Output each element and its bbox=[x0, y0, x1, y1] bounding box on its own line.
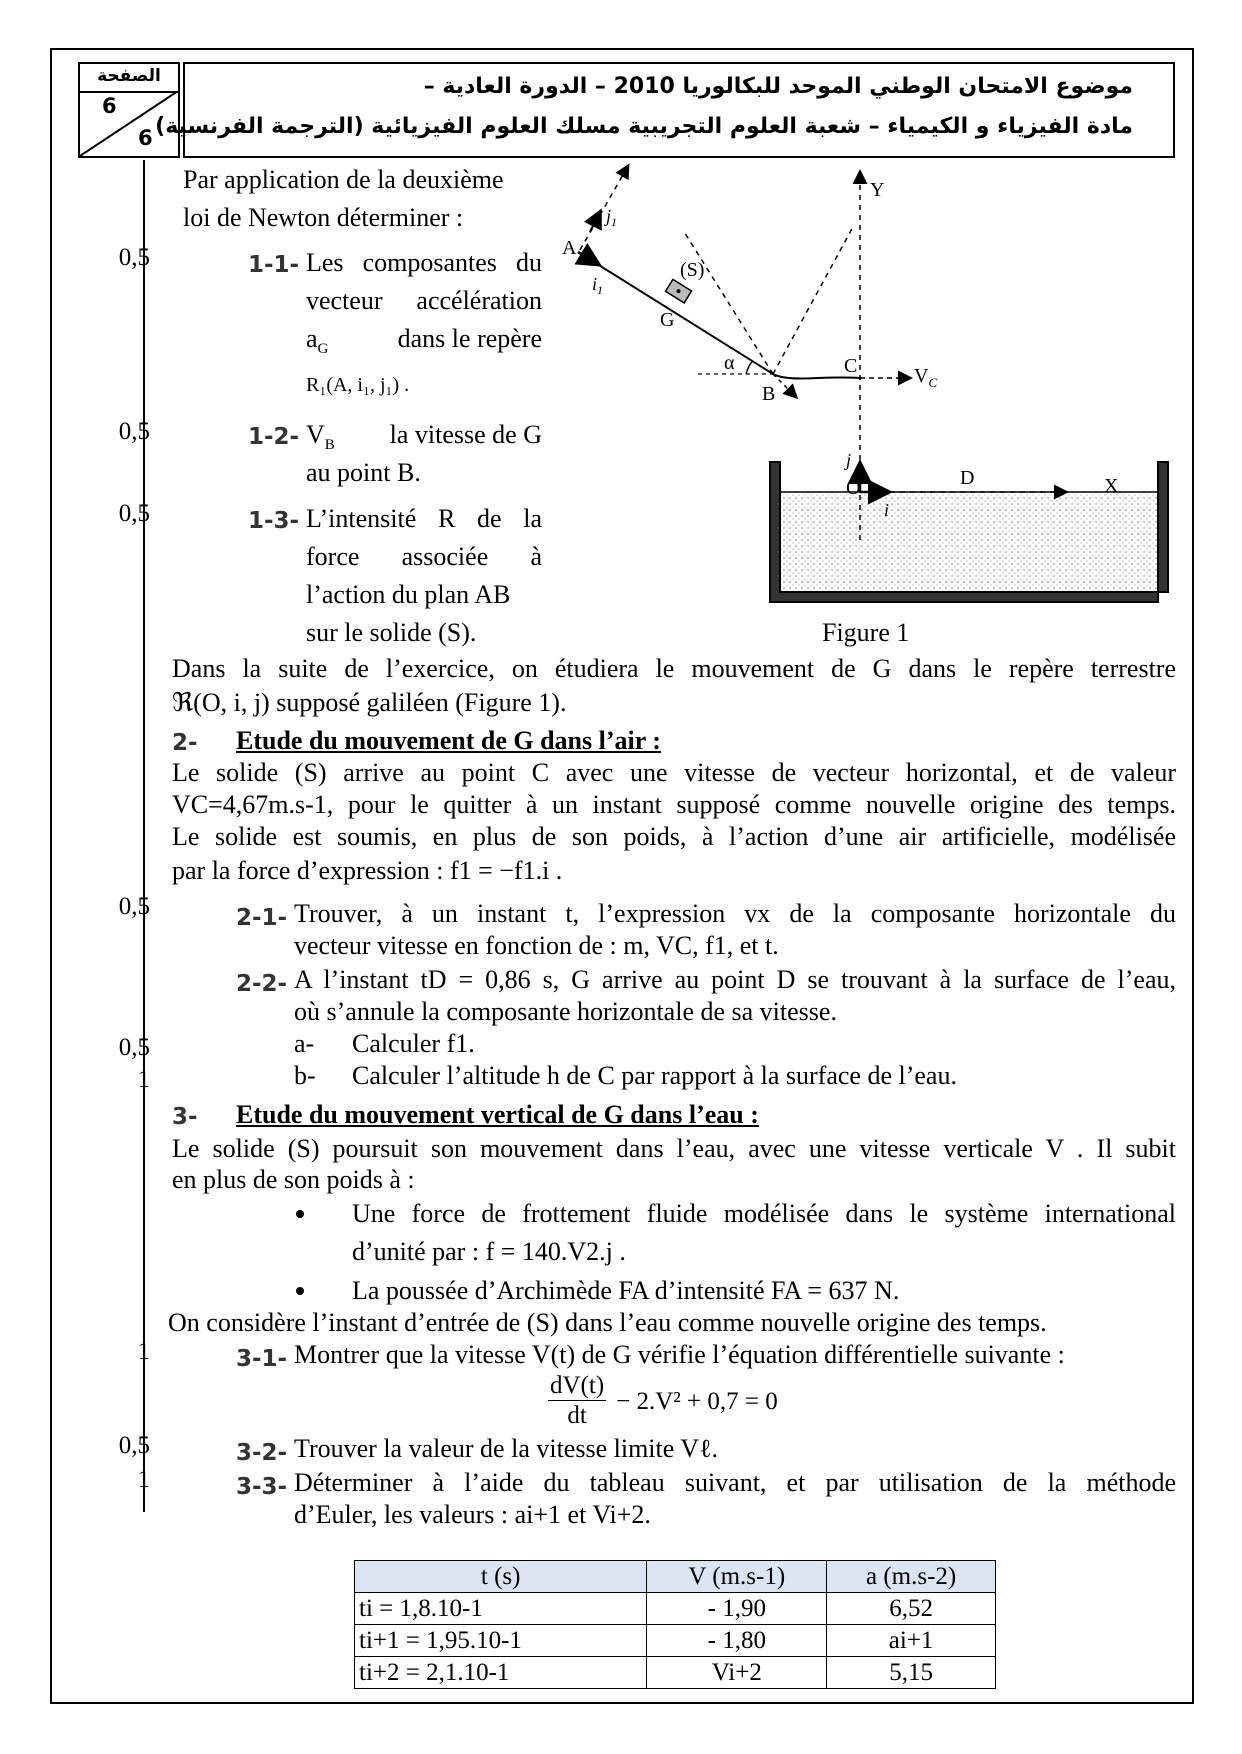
q2-1-line2: vecteur vitesse en fonction de : m, VC, f1, et t. bbox=[294, 931, 779, 960]
figure-1 bbox=[548, 160, 1188, 620]
mark: 0,5 bbox=[118, 500, 150, 527]
table-cell: ai+1 bbox=[827, 1625, 996, 1657]
eq-denominator: dt bbox=[567, 1402, 587, 1429]
j1-axis-line bbox=[580, 166, 628, 250]
q3-3-number: 3-3- bbox=[236, 1474, 288, 1500]
q1-1-line1: Les composantes du bbox=[306, 248, 542, 277]
fig-label-alpha: α bbox=[724, 352, 735, 374]
q2-2a-text: Calculer f1. bbox=[352, 1029, 475, 1058]
mark: 1 bbox=[137, 1066, 150, 1093]
table-header-row bbox=[355, 1561, 996, 1593]
q1-1-number: 1-1- bbox=[248, 252, 300, 278]
transition-line1: Dans la suite de l’exercice, on étudiera le mouvement de G dans le repère terrestre bbox=[172, 654, 1176, 683]
q1-1-line4: R₁(A, i₁, j₁) . bbox=[306, 374, 410, 396]
q3-3-line1: Déterminer à l’aide du tableau suivant, et par utilisation de la méthode bbox=[294, 1468, 1176, 1497]
part3-p3: On considère l’instant d’entrée de (S) dans l’eau comme nouvelle origine des temps. bbox=[168, 1308, 1047, 1337]
part3-number: 3- bbox=[172, 1104, 198, 1130]
fig-label-j: j bbox=[846, 450, 852, 470]
eq-numerator: dV(t) bbox=[550, 1372, 605, 1399]
part3-p1: Le solide (S) poursuit son mouvement dans l’eau, avec une vitesse verticale V . Il subit bbox=[172, 1134, 1176, 1163]
transition-line2: ℜ(O, i, j) supposé galiléen (Figure 1). bbox=[172, 688, 567, 717]
q1-1-line3 bbox=[306, 322, 542, 356]
part3-bullet1-line2: d’unité par : f = 140.V2.j . bbox=[352, 1237, 626, 1266]
fig-label-G: G bbox=[660, 309, 675, 331]
part1-intro-2: loi de Newton déterminer : bbox=[183, 203, 464, 232]
fig-label-O: O bbox=[846, 477, 861, 499]
fig-label-i: i bbox=[884, 500, 890, 520]
table-cell: - 1,80 bbox=[647, 1625, 827, 1657]
page-number-box bbox=[78, 62, 180, 158]
q3-3-line2: d’Euler, les valeurs : ai+1 et Vi+2. bbox=[294, 1500, 651, 1529]
q3-2-number: 3-2- bbox=[236, 1440, 288, 1466]
water bbox=[778, 492, 1164, 592]
table-cell: ti = 1,8.10-1 bbox=[355, 1593, 647, 1625]
part2-title: Etude du mouvement de G dans l’air : bbox=[236, 726, 661, 755]
accel-vector: $a_G$ bbox=[306, 324, 329, 358]
table-cell: 6,52 bbox=[827, 1593, 996, 1625]
part3-bullet2: La poussée d’Archimède FA d’intensité FA = 637 N. bbox=[352, 1276, 900, 1305]
mark: 0,5 bbox=[118, 244, 150, 271]
fig-label-Y: Y bbox=[870, 179, 885, 201]
q1-2-number: 1-2- bbox=[248, 424, 300, 450]
q1-2-line1 bbox=[306, 418, 542, 452]
q1-3-line1: L’intensité R de la bbox=[306, 504, 542, 533]
part2-p2: VC=4,67m.s-1, pour le quitter à un instant supposé comme nouvelle origine des temps. bbox=[172, 790, 1176, 819]
part3-bullet1-line1: Une force de frottement fluide modélisée dans le système international bbox=[352, 1199, 1176, 1228]
part2-p1: Le solide (S) arrive au point C avec une vitesse de vecteur horizontal, et de valeur bbox=[172, 758, 1176, 787]
fig-label-i1: $i_1$ bbox=[592, 274, 604, 297]
figure-caption: Figure 1 bbox=[822, 618, 910, 647]
q1-3-line4: sur le solide (S). bbox=[306, 618, 477, 647]
table-cell: - 1,90 bbox=[647, 1593, 827, 1625]
incline-AB bbox=[578, 252, 773, 374]
page-current: 6 bbox=[102, 94, 117, 118]
q2-2b-text: Calculer l’altitude h de C par rapport à la surface de l’eau. bbox=[352, 1061, 957, 1090]
fig-label-X: X bbox=[1104, 475, 1119, 497]
table-cell: ti+1 = 1,95.10-1 bbox=[355, 1625, 647, 1657]
q1-1-line2: vecteur accélération bbox=[306, 286, 542, 315]
q2-1-number: 2-1- bbox=[236, 905, 288, 931]
mark: 0,5 bbox=[118, 1034, 150, 1061]
normal-at-B-up bbox=[773, 225, 854, 374]
q2-2-number: 2-2- bbox=[236, 971, 288, 997]
table-header: a (m.s-2) bbox=[827, 1561, 996, 1593]
alpha-arc bbox=[746, 361, 753, 374]
bullet bbox=[296, 1210, 304, 1218]
q1-3-number: 1-3- bbox=[248, 508, 300, 534]
euler-table bbox=[354, 1560, 996, 1689]
eq-rest: − 2.V² + 0,7 = 0 bbox=[616, 1387, 778, 1415]
table-cell: ti+2 = 2,1.10-1 bbox=[355, 1657, 647, 1689]
part1-intro-1: Par application de la deuxième bbox=[183, 165, 504, 194]
fig-label-B: B bbox=[762, 383, 776, 405]
eq-fraction bbox=[548, 1372, 606, 1431]
page-label: الصفحة bbox=[80, 66, 178, 93]
q3-1-number: 3-1- bbox=[236, 1346, 288, 1372]
mark: 1 bbox=[137, 1466, 150, 1493]
differential-equation bbox=[548, 1372, 778, 1431]
table-row bbox=[355, 1657, 996, 1689]
exam-header-line2: مادة الفيزياء و الكيمياء – شعبة العلوم التجريبية مسلك العلوم الفيزيائية (الترجمة الفرنسية) bbox=[155, 114, 1133, 139]
mark: 0,5 bbox=[118, 1432, 150, 1459]
i1-arrow bbox=[578, 252, 598, 264]
table-header: V (m.s-1) bbox=[647, 1561, 827, 1593]
exam-header-line1: موضوع الامتحان الوطني الموحد للبكالوريا 2010 – الدورة العادية – bbox=[423, 74, 1133, 99]
table-header: t (s) bbox=[355, 1561, 647, 1593]
page-total: 6 bbox=[138, 126, 153, 150]
part3-title: Etude du mouvement vertical de G dans l’eau : bbox=[236, 1100, 759, 1129]
margin-rule bbox=[143, 160, 145, 1512]
part3-p2: en plus de son poids à : bbox=[172, 1165, 415, 1194]
exam-header bbox=[155, 62, 1175, 158]
q1-3-line2: force associée à bbox=[306, 542, 542, 571]
table-cell: 5,15 bbox=[827, 1657, 996, 1689]
bullet bbox=[296, 1287, 304, 1295]
table-cell: Vi+2 bbox=[647, 1657, 827, 1689]
fig-label-D: D bbox=[960, 467, 975, 489]
q1-3-line3: l’action du plan AB bbox=[306, 580, 511, 609]
part2-p3: Le solide est soumis, en plus de son poids, à l’action d’une air artificielle, modélisée bbox=[172, 822, 1176, 851]
q1-2-line2: au point B. bbox=[306, 458, 421, 487]
vb-symbol: $V_B$ bbox=[306, 420, 335, 454]
fig-label-j1: $j_1$ bbox=[606, 206, 618, 229]
q1-2-line1-text: la vitesse de G bbox=[389, 420, 542, 449]
q2-1-line1: Trouver, à un instant t, l’expression vx de la composante horizontale du bbox=[294, 899, 1176, 928]
q2-2-line1: A l’instant tD = 0,86 s, G arrive au point D se trouvant à la surface de l’eau, bbox=[294, 965, 1176, 994]
j1-arrow bbox=[590, 212, 600, 232]
q3-2-text: Trouver la valeur de la vitesse limite Vℓ. bbox=[294, 1434, 719, 1463]
q2-2a-label: a- bbox=[294, 1029, 315, 1058]
mark: 1 bbox=[137, 1338, 150, 1365]
mark: 0,5 bbox=[118, 893, 150, 920]
part2-p4: par la force d’expression : f1 = −f1.i . bbox=[172, 856, 563, 885]
table-row bbox=[355, 1593, 996, 1625]
q2-2b-label: b- bbox=[294, 1061, 316, 1090]
solid-S bbox=[665, 279, 691, 303]
q2-2-line2: où s’annule la composante horizontale de sa vitesse. bbox=[294, 997, 837, 1026]
q1-1-line3-text: dans le repère bbox=[397, 324, 542, 353]
fig-label-S: (S) bbox=[680, 259, 705, 281]
fig-label-Vc: $V_C$ bbox=[914, 365, 938, 390]
mark: 0,5 bbox=[118, 418, 150, 445]
fig-label-A: A bbox=[562, 237, 577, 259]
q3-1-text: Montrer que la vitesse V(t) de G vérifie l’équation différentielle suivante : bbox=[294, 1340, 1065, 1369]
fig-label-C: C bbox=[844, 355, 858, 377]
table-row bbox=[355, 1625, 996, 1657]
part2-number: 2- bbox=[172, 730, 198, 756]
